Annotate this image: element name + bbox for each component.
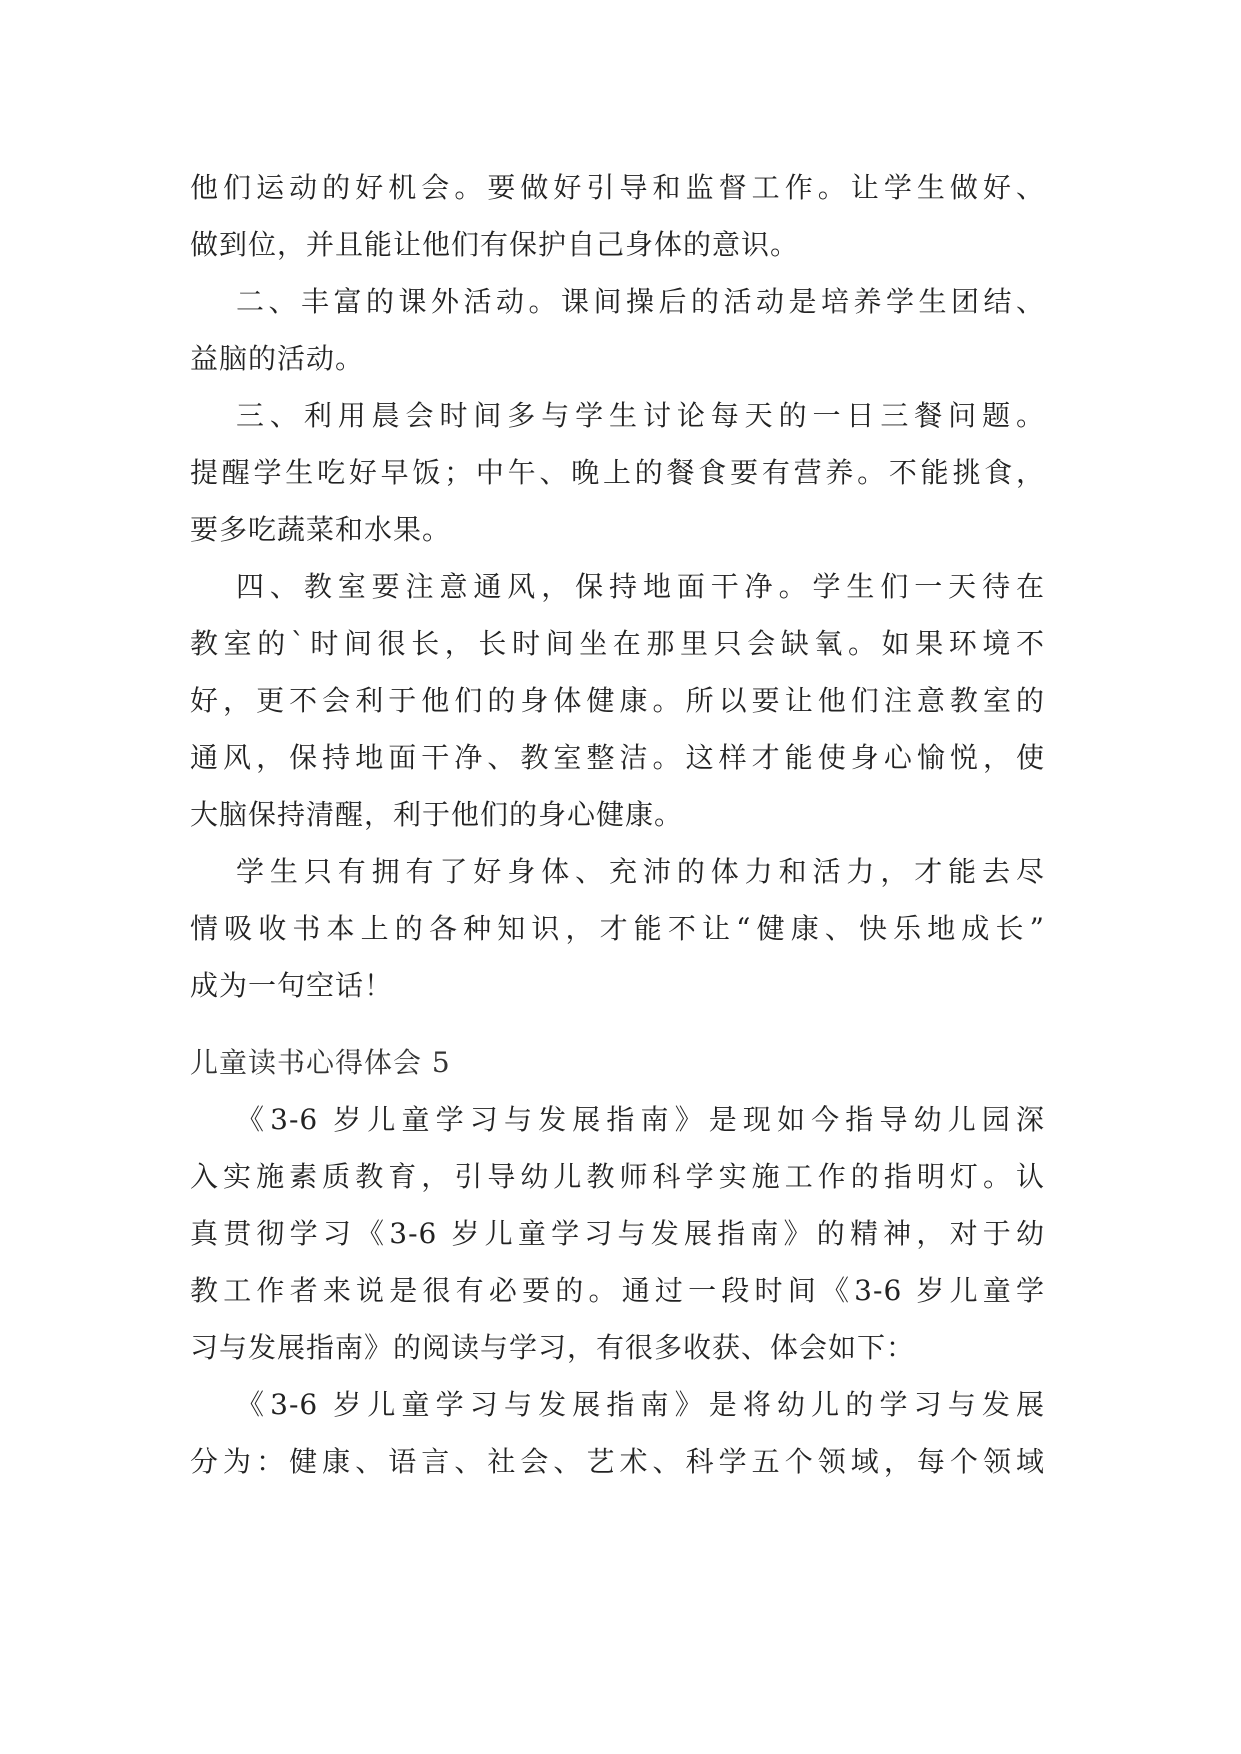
text-line: 大脑保持清醒，利于他们的身心健康。 [190,798,684,831]
text-line: 益脑的活动。 [190,342,365,375]
document-body [190,159,1045,1490]
text-line: 情吸收书本上的各种知识，才能不让“健康、快乐地成长” [190,912,1045,945]
text-line: 成为一句空话！ [190,969,394,1002]
text-line: 三、利用晨会时间多与学生讨论每天的一日三餐问题。 [236,399,1045,432]
paragraph [190,558,1045,843]
text-line: 入实施素质教育，引导幼儿教师科学实施工作的指明灯。认 [190,1160,1045,1193]
text-line: 《3-6 岁儿童学习与发展指南》是现如今指导幼儿园深 [236,1103,1045,1136]
text-line: 要多吃蔬菜和水果。 [190,513,452,546]
text-line: 《3-6 岁儿童学习与发展指南》是将幼儿的学习与发展 [236,1388,1045,1421]
text-line: 通风，保持地面干净、教室整洁。这样才能使身心愉悦，使 [190,741,1045,774]
paragraph [190,159,1045,273]
text-line: 四、教室要注意通风，保持地面干净。学生们一天待在 [236,570,1045,603]
text-line: 他们运动的好机会。要做好引导和监督工作。让学生做好、 [190,171,1045,204]
paragraph [190,387,1045,558]
text-line: 习与发展指南》的阅读与学习，有很多收获、体会如下： [190,1331,916,1364]
text-line: 真贯彻学习《3-6 岁儿童学习与发展指南》的精神，对于幼 [190,1217,1045,1250]
section-heading: 儿童读书心得体会 5 [190,1046,451,1079]
paragraph [190,1091,1045,1376]
text-line: 分为：健康、语言、社会、艺术、科学五个领域，每个领域 [190,1445,1045,1478]
text-line: 做到位，并且能让他们有保护自己身体的意识。 [190,228,800,261]
text-line: 二、丰富的课外活动。课间操后的活动是培养学生团结、 [236,285,1045,318]
paragraph [190,843,1045,1014]
paragraph [190,1376,1045,1490]
text-line: 提醒学生吃好早饭；中午、晚上的餐食要有营养。不能挑食， [190,456,1045,489]
paragraph [190,273,1045,387]
text-line: 好，更不会利于他们的身体健康。所以要让他们注意教室的 [190,684,1045,717]
text-line: 教工作者来说是很有必要的。通过一段时间《3-6 岁儿童学 [190,1274,1045,1307]
text-line: 学生只有拥有了好身体、充沛的体力和活力，才能去尽 [236,855,1045,888]
text-line: 教室的`时间很长，长时间坐在那里只会缺氧。如果环境不 [190,627,1045,660]
